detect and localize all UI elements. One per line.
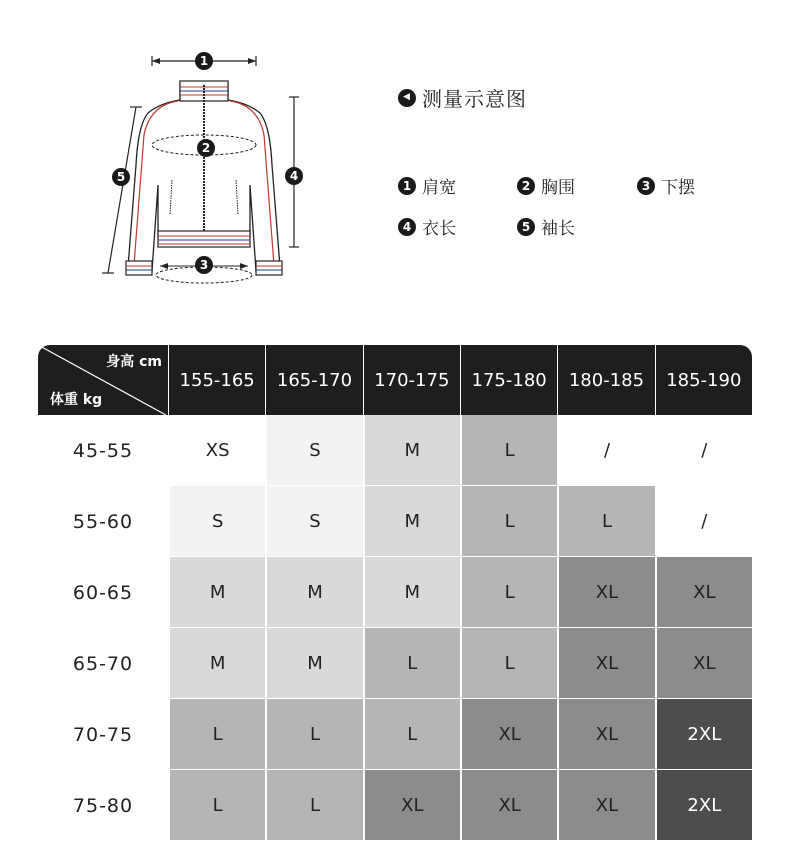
size-cell: XL [460,699,557,770]
size-table [38,345,752,841]
table-row [38,628,752,699]
row-header-weight: 60-65 [38,557,168,628]
marker-1-badge: 1 [195,52,213,70]
row-header-weight: 55-60 [38,486,168,557]
marker-4-badge: 4 [285,167,303,185]
size-cell: XL [557,770,654,841]
marker-5-badge: 5 [112,168,130,186]
column-header: 170-175 [363,345,460,415]
size-chart [38,345,752,841]
size-cell: 2XL [655,770,752,841]
table-header-row [38,345,752,415]
jacket-diagram [100,45,310,295]
size-cell: M [363,486,460,557]
size-cell: M [168,557,265,628]
size-cell: XL [557,628,654,699]
marker-3-badge: 3 [195,256,213,274]
legend-num-badge: 1 [398,177,416,195]
size-cell: XL [460,770,557,841]
row-header-weight: 75-80 [38,770,168,841]
column-header: 185-190 [655,345,752,415]
legend-title [398,83,527,112]
legend-num-badge: 2 [517,177,535,195]
size-cell: XL [655,557,752,628]
legend-num-badge: 4 [398,218,416,236]
size-cell: XL [557,557,654,628]
legend-label: 下摆 [661,178,695,198]
size-cell: XS [168,415,265,486]
size-cell: / [557,415,654,486]
size-cell: L [460,415,557,486]
legend-num-badge: 3 [637,177,655,195]
column-header: 180-185 [557,345,654,415]
table-body [38,415,752,841]
marker-2-badge: 2 [197,139,215,157]
legend-item-hem [637,173,695,198]
size-cell: XL [363,770,460,841]
legend-item-length [398,214,456,239]
table-row [38,415,752,486]
legend-label: 胸围 [541,178,575,198]
column-header: 155-165 [168,345,265,415]
legend-item-sleeve [517,214,575,239]
size-cell: L [363,628,460,699]
size-cell: L [168,770,265,841]
size-cell: XL [655,628,752,699]
legend-title-text: 测量示意图 [422,87,527,111]
size-cell: L [265,699,362,770]
legend-label: 袖长 [541,219,575,239]
table-row [38,699,752,770]
legend-num-badge: 5 [517,218,535,236]
column-header: 165-170 [265,345,362,415]
table-row [38,770,752,841]
size-cell: XL [557,699,654,770]
weight-axis-label: 体重 kg [50,392,103,408]
row-header-weight: 70-75 [38,699,168,770]
height-axis-label: 身高 cm [106,354,162,370]
column-header: 175-180 [460,345,557,415]
legend-item-chest [517,173,575,198]
size-cell: L [265,770,362,841]
chevron-left-icon: ◀ [398,89,416,107]
size-cell: M [265,557,362,628]
legend-label: 肩宽 [422,178,456,198]
size-cell: L [460,628,557,699]
row-header-weight: 65-70 [38,628,168,699]
table-corner [38,345,168,415]
size-cell: L [460,486,557,557]
size-cell: M [363,557,460,628]
size-cell: M [265,628,362,699]
size-cell: M [363,415,460,486]
size-cell: / [655,486,752,557]
table-row [38,486,752,557]
legend-item-shoulder [398,173,456,198]
legend-label: 衣长 [422,219,456,239]
size-cell: S [265,486,362,557]
size-cell: L [168,699,265,770]
size-cell: S [168,486,265,557]
size-cell: 2XL [655,699,752,770]
size-cell: / [655,415,752,486]
size-cell: L [557,486,654,557]
size-cell: M [168,628,265,699]
size-cell: S [265,415,362,486]
table-row [38,557,752,628]
size-cell: L [363,699,460,770]
row-header-weight: 45-55 [38,415,168,486]
size-cell: L [460,557,557,628]
